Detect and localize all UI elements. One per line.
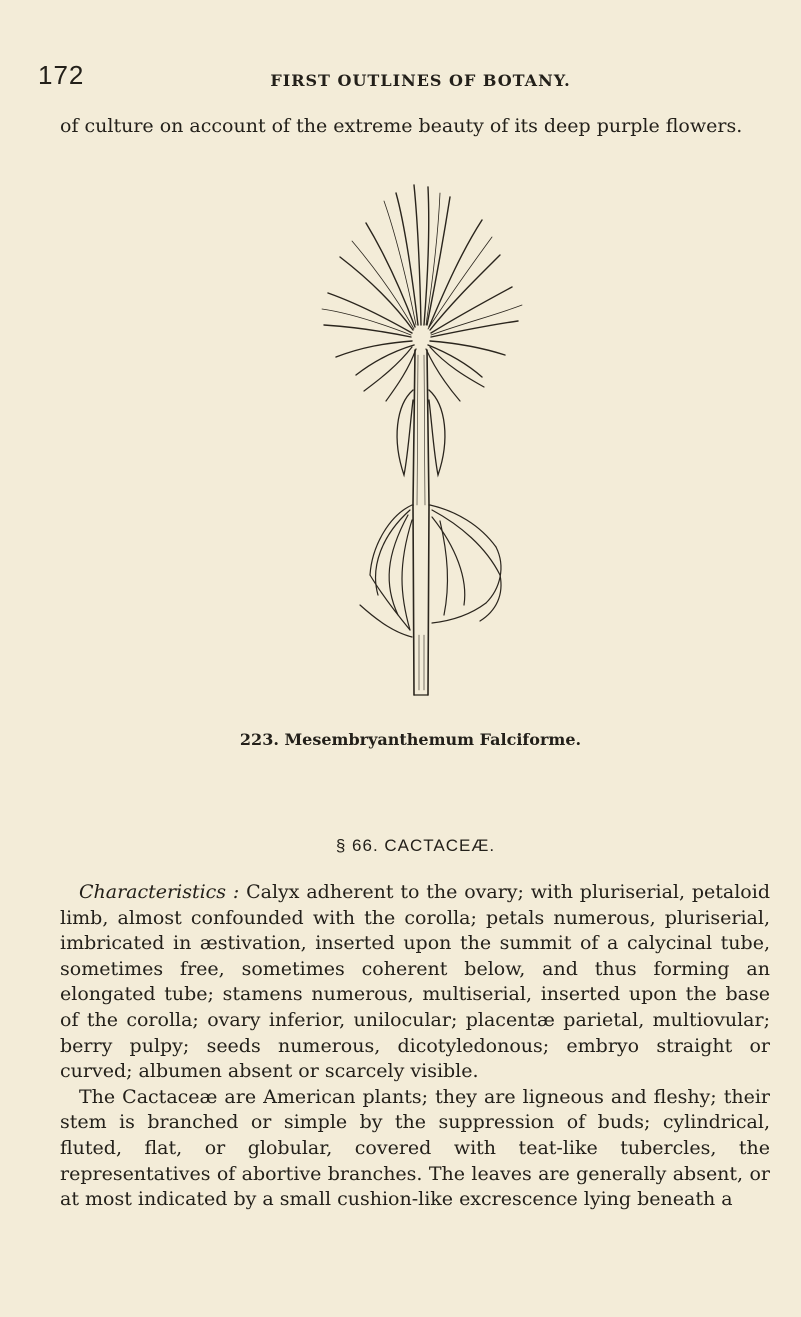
figure-caption: 223. Mesembryanthemum Falciforme. (239, 730, 582, 749)
characteristics-label: Characteristics : (79, 881, 240, 903)
intro-paragraph: of culture on account of the extreme beauty of its deep purple flowers. (60, 115, 743, 137)
plant-illustration (300, 175, 540, 710)
characteristics-text: Calyx adherent to the ovary; with pluriserial, petaloid limb, almost confounded with the corolla; petals numerous, pluriserial, imbricated in æstivation, inserted upon the summit of a calycinal tube, sometimes free, sometimes coherent below, and thus forming an elongated tube; stamens numerous, multiserial, inserted upon the base of the corolla; ovary inferior, unilocular; placentæ parietal, multiovular; berry pulpy; seeds numerous, dicotyledonous; embryo straight or curved; albumen absent or scarcely visible. (60, 881, 770, 1083)
characteristics-paragraph (60, 880, 770, 1085)
running-title: FIRST OUTLINES OF BOTANY. (270, 71, 571, 90)
page-number: 172 (38, 60, 85, 90)
section-body (60, 880, 770, 1213)
cactaceae-paragraph: The Cactaceæ are American plants; they are ligneous and fleshy; their stem is branched or simple by the suppression of buds; cylindrical, fluted, flat, or globular, covered with teat-like tubercles, the representatives of abortive branches. The leaves are generally absent, or at most indicated by a small cushion-like excrescence lying beneath a (60, 1085, 770, 1211)
section-heading: § 66. CACTACEÆ. (335, 836, 496, 855)
